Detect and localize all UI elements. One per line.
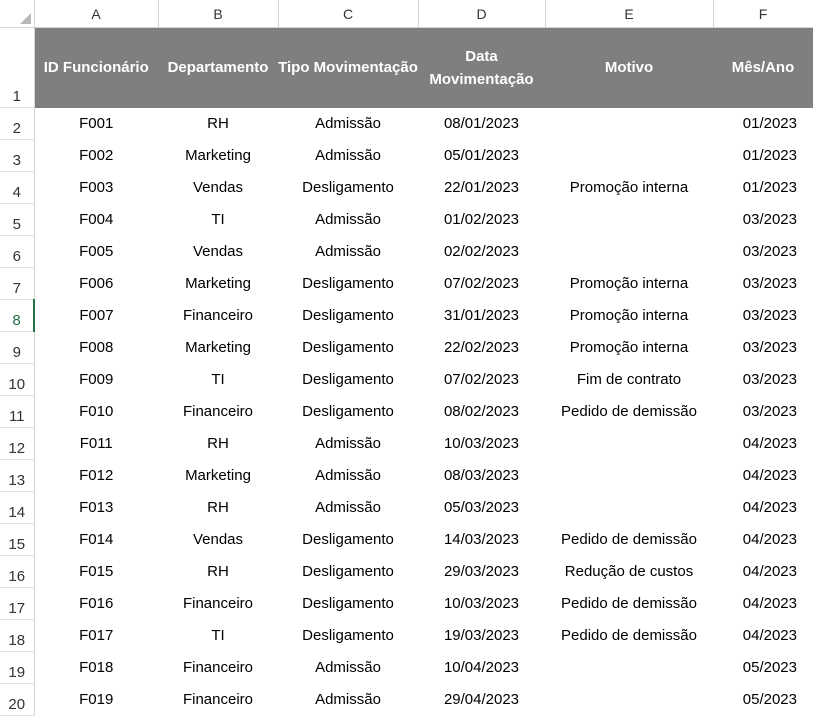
- row-header[interactable]: 11: [0, 396, 34, 428]
- cell[interactable]: 07/02/2023: [418, 364, 545, 396]
- cell[interactable]: 04/2023: [713, 556, 813, 588]
- cell[interactable]: 01/2023: [713, 172, 813, 204]
- cell[interactable]: 04/2023: [713, 588, 813, 620]
- row-header[interactable]: 7: [0, 268, 34, 300]
- cell[interactable]: RH: [158, 428, 278, 460]
- cell[interactable]: F016: [34, 588, 158, 620]
- cell[interactable]: Desligamento: [278, 332, 418, 364]
- cell[interactable]: F009: [34, 364, 158, 396]
- row-header[interactable]: 3: [0, 140, 34, 172]
- cell[interactable]: [545, 236, 713, 268]
- row-header[interactable]: 20: [0, 684, 34, 716]
- cell[interactable]: TI: [158, 364, 278, 396]
- table-row: [0, 620, 813, 652]
- cell[interactable]: 04/2023: [713, 492, 813, 524]
- cell[interactable]: Pedido de demissão: [545, 620, 713, 652]
- cell[interactable]: F002: [34, 140, 158, 172]
- cell[interactable]: 04/2023: [713, 460, 813, 492]
- cell[interactable]: 01/02/2023: [418, 204, 545, 236]
- cell[interactable]: [545, 492, 713, 524]
- cell[interactable]: F015: [34, 556, 158, 588]
- column-header-c[interactable]: C: [278, 0, 418, 28]
- row-header[interactable]: 2: [0, 108, 34, 140]
- cell[interactable]: Marketing: [158, 140, 278, 172]
- table-row: [0, 556, 813, 588]
- cell[interactable]: Admissão: [278, 204, 418, 236]
- row-header[interactable]: 18: [0, 620, 34, 652]
- table-row: [0, 396, 813, 428]
- table-row: [0, 460, 813, 492]
- cell[interactable]: 10/03/2023: [418, 428, 545, 460]
- cell[interactable]: 03/2023: [713, 300, 813, 332]
- table-row: [0, 172, 813, 204]
- cell[interactable]: 03/2023: [713, 268, 813, 300]
- row-header[interactable]: 5: [0, 204, 34, 236]
- table-row: [0, 684, 813, 716]
- table-row: [0, 140, 813, 172]
- cell[interactable]: Promoção interna: [545, 332, 713, 364]
- cell[interactable]: 31/01/2023: [418, 300, 545, 332]
- cell[interactable]: 10/03/2023: [418, 588, 545, 620]
- cell[interactable]: 19/03/2023: [418, 620, 545, 652]
- cell[interactable]: F013: [34, 492, 158, 524]
- cell[interactable]: Marketing: [158, 460, 278, 492]
- cell[interactable]: 07/02/2023: [418, 268, 545, 300]
- column-header-b[interactable]: B: [158, 0, 278, 28]
- cell[interactable]: 22/01/2023: [418, 172, 545, 204]
- cell[interactable]: F003: [34, 172, 158, 204]
- cell[interactable]: [545, 460, 713, 492]
- cell[interactable]: Marketing: [158, 332, 278, 364]
- cell[interactable]: Financeiro: [158, 588, 278, 620]
- select-all-corner[interactable]: [0, 0, 34, 28]
- cell[interactable]: 10/04/2023: [418, 652, 545, 684]
- table-row: [0, 204, 813, 236]
- header-cell-mes-ano[interactable]: Mês/Ano: [713, 28, 813, 108]
- cell[interactable]: Admissão: [278, 236, 418, 268]
- cell[interactable]: TI: [158, 204, 278, 236]
- row-header[interactable]: 13: [0, 460, 34, 492]
- cell[interactable]: Vendas: [158, 524, 278, 556]
- cell[interactable]: 05/03/2023: [418, 492, 545, 524]
- column-header-e[interactable]: E: [545, 0, 713, 28]
- row-header[interactable]: 12: [0, 428, 34, 460]
- cell[interactable]: RH: [158, 108, 278, 140]
- table-row: [0, 524, 813, 556]
- table-row: [0, 236, 813, 268]
- column-header-f[interactable]: F: [713, 0, 813, 28]
- table-row: [0, 588, 813, 620]
- cell[interactable]: Desligamento: [278, 556, 418, 588]
- cell[interactable]: [545, 428, 713, 460]
- header-cell-tipo-movimentacao[interactable]: Tipo Movimentação: [278, 28, 418, 108]
- header-cell-departamento[interactable]: Departamento: [158, 28, 278, 108]
- cell[interactable]: F001: [34, 108, 158, 140]
- cell[interactable]: 08/02/2023: [418, 396, 545, 428]
- cell[interactable]: F008: [34, 332, 158, 364]
- cell[interactable]: 04/2023: [713, 428, 813, 460]
- header-cell-data-movimentacao[interactable]: Data Movimentação: [418, 28, 545, 108]
- table-row: [0, 492, 813, 524]
- cell[interactable]: 05/2023: [713, 652, 813, 684]
- row-header[interactable]: 4: [0, 172, 34, 204]
- row-header[interactable]: 1: [0, 28, 34, 108]
- cell[interactable]: Admissão: [278, 428, 418, 460]
- cell[interactable]: TI: [158, 620, 278, 652]
- cell[interactable]: F006: [34, 268, 158, 300]
- column-header-a[interactable]: A: [34, 0, 158, 28]
- cell[interactable]: F007: [34, 300, 158, 332]
- row-header[interactable]: 19: [0, 652, 34, 684]
- cell[interactable]: 03/2023: [713, 364, 813, 396]
- table-row: [0, 364, 813, 396]
- cell[interactable]: Desligamento: [278, 364, 418, 396]
- cell[interactable]: 01/2023: [713, 140, 813, 172]
- cell[interactable]: F012: [34, 460, 158, 492]
- cell[interactable]: Desligamento: [278, 300, 418, 332]
- cell[interactable]: 29/03/2023: [418, 556, 545, 588]
- cell[interactable]: F005: [34, 236, 158, 268]
- cell[interactable]: Pedido de demissão: [545, 396, 713, 428]
- cell[interactable]: Redução de custos: [545, 556, 713, 588]
- cell[interactable]: F004: [34, 204, 158, 236]
- column-header-d[interactable]: D: [418, 0, 545, 28]
- table-row: [0, 108, 813, 140]
- header-cell-motivo[interactable]: Motivo: [545, 28, 713, 108]
- cell[interactable]: Vendas: [158, 172, 278, 204]
- cell[interactable]: 04/2023: [713, 620, 813, 652]
- table-row: [0, 332, 813, 364]
- table-row: [0, 268, 813, 300]
- cell[interactable]: Marketing: [158, 268, 278, 300]
- cell[interactable]: Admissão: [278, 652, 418, 684]
- cell[interactable]: 04/2023: [713, 524, 813, 556]
- cell[interactable]: Vendas: [158, 236, 278, 268]
- cell[interactable]: 05/01/2023: [418, 140, 545, 172]
- cell[interactable]: RH: [158, 556, 278, 588]
- cell[interactable]: 22/02/2023: [418, 332, 545, 364]
- cell[interactable]: Desligamento: [278, 268, 418, 300]
- cell[interactable]: F014: [34, 524, 158, 556]
- cell[interactable]: Financeiro: [158, 684, 278, 716]
- cell[interactable]: F018: [34, 652, 158, 684]
- cell[interactable]: Desligamento: [278, 588, 418, 620]
- cell[interactable]: Desligamento: [278, 396, 418, 428]
- cell[interactable]: [545, 140, 713, 172]
- row-header[interactable]: 15: [0, 524, 34, 556]
- cell[interactable]: F011: [34, 428, 158, 460]
- row-header[interactable]: 6: [0, 236, 34, 268]
- cell[interactable]: F019: [34, 684, 158, 716]
- cell[interactable]: Pedido de demissão: [545, 588, 713, 620]
- cell[interactable]: 02/02/2023: [418, 236, 545, 268]
- cell[interactable]: [545, 204, 713, 236]
- cell[interactable]: 08/01/2023: [418, 108, 545, 140]
- cell[interactable]: RH: [158, 492, 278, 524]
- header-cell-id-funcionario[interactable]: ID Funcionário: [34, 28, 158, 108]
- cell[interactable]: Admissão: [278, 460, 418, 492]
- cell[interactable]: Fim de contrato: [545, 364, 713, 396]
- cell[interactable]: Desligamento: [278, 524, 418, 556]
- select-all-icon: [20, 13, 31, 24]
- cell[interactable]: Admissão: [278, 492, 418, 524]
- cell[interactable]: [545, 108, 713, 140]
- cell[interactable]: Financeiro: [158, 652, 278, 684]
- cell[interactable]: F010: [34, 396, 158, 428]
- cell[interactable]: Desligamento: [278, 620, 418, 652]
- cell[interactable]: [545, 684, 713, 716]
- row-header[interactable]: 16: [0, 556, 34, 588]
- cell[interactable]: Admissão: [278, 108, 418, 140]
- row-header[interactable]: 17: [0, 588, 34, 620]
- row-header[interactable]: 9: [0, 332, 34, 364]
- cell[interactable]: 03/2023: [713, 236, 813, 268]
- row-header[interactable]: 14: [0, 492, 34, 524]
- cell[interactable]: Financeiro: [158, 300, 278, 332]
- row-header[interactable]: 10: [0, 364, 34, 396]
- column-header-row: [0, 0, 813, 28]
- cell[interactable]: 03/2023: [713, 204, 813, 236]
- cell[interactable]: [545, 652, 713, 684]
- row-header[interactable]: 8: [0, 300, 34, 332]
- cell[interactable]: 01/2023: [713, 108, 813, 140]
- cell[interactable]: Promoção interna: [545, 268, 713, 300]
- cell[interactable]: 03/2023: [713, 332, 813, 364]
- cell[interactable]: Desligamento: [278, 172, 418, 204]
- cell[interactable]: 14/03/2023: [418, 524, 545, 556]
- table-header-row: [0, 28, 813, 108]
- cell[interactable]: Financeiro: [158, 396, 278, 428]
- cell[interactable]: Promoção interna: [545, 172, 713, 204]
- cell[interactable]: Pedido de demissão: [545, 524, 713, 556]
- table-row: [0, 652, 813, 684]
- cell[interactable]: F017: [34, 620, 158, 652]
- cell[interactable]: 03/2023: [713, 396, 813, 428]
- table-row: [0, 300, 813, 332]
- cell[interactable]: Admissão: [278, 140, 418, 172]
- cell[interactable]: 08/03/2023: [418, 460, 545, 492]
- cell[interactable]: 29/04/2023: [418, 684, 545, 716]
- cell[interactable]: Promoção interna: [545, 300, 713, 332]
- cell[interactable]: 05/2023: [713, 684, 813, 716]
- table-row: [0, 428, 813, 460]
- cell[interactable]: Admissão: [278, 684, 418, 716]
